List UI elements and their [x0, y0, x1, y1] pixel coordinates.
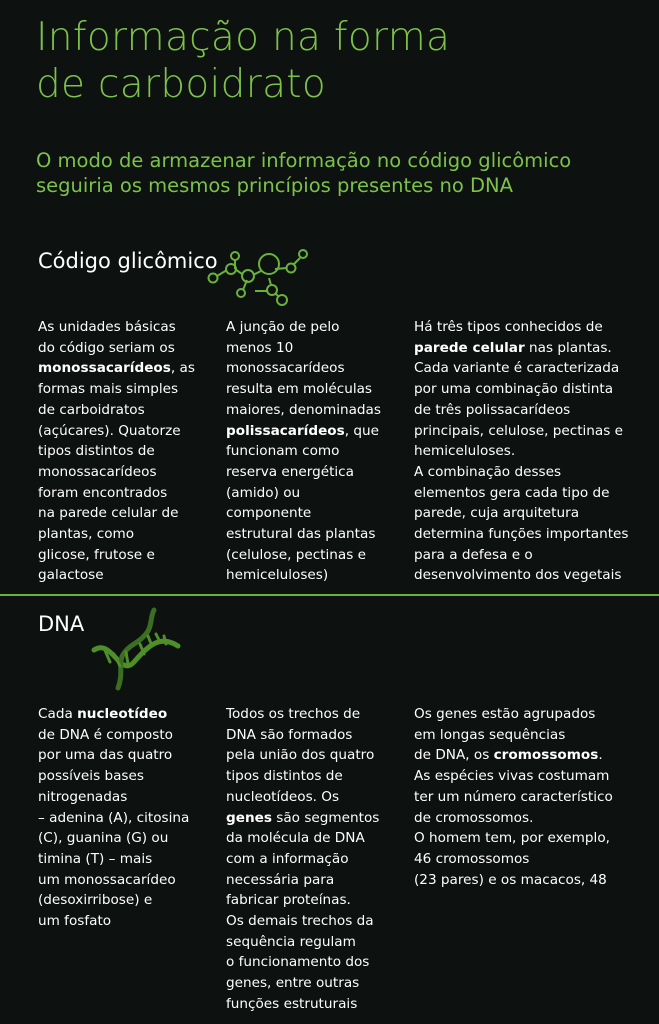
text-line: o funcionamento dos — [226, 954, 370, 971]
text-line: de cromossomos. — [414, 809, 534, 826]
text-line: Há três tipos conhecidos de — [414, 319, 603, 335]
subtitle — [36, 148, 636, 198]
subtitle-line-2: seguiria os mesmos princípios presentes no DNA — [36, 174, 513, 197]
text-line: funcionam como — [226, 443, 340, 460]
text-line: um monossacarídeo — [38, 871, 176, 888]
text-line: em longas sequências — [414, 726, 566, 743]
bold-term: nucleotídeo — [77, 706, 168, 722]
text-line: (C), guanina (G) ou — [38, 830, 169, 847]
text-line: de DNA é composto — [38, 726, 173, 743]
text-line: necessária para — [226, 871, 335, 888]
text-line: As unidades básicas — [38, 319, 176, 335]
glycomic-column-1 — [38, 317, 218, 586]
text-line: As espécies vivas costumam — [414, 768, 610, 785]
section-title-glycomic-code: Código glicômico — [38, 249, 218, 273]
text-line: Os genes estão agrupados — [414, 706, 596, 722]
text-line: (desoxirribose) e — [38, 892, 153, 909]
bold-term: monossacarídeos — [38, 360, 171, 377]
text-line: A junção de pelo — [226, 319, 340, 335]
text-line: Cada variante é caracterizada — [414, 360, 620, 377]
text-line: pela união dos quatro — [226, 747, 375, 764]
text-line: parede celular nas plantas. — [414, 339, 612, 356]
text-line: Todos os trechos de — [226, 706, 361, 722]
text-line: nitrogenadas — [38, 788, 128, 805]
text-line: tipos distintos de — [226, 768, 343, 785]
text-line: fabricar proteínas. — [226, 892, 351, 909]
text-line: com a informação — [226, 850, 349, 867]
text-line: monossacarídeos, as — [38, 360, 195, 377]
bold-term: parede celular — [414, 339, 525, 356]
bold-term: polissacarídeos — [226, 422, 345, 439]
text-line: possíveis bases — [38, 768, 144, 785]
text-line: galactose — [38, 567, 104, 584]
text-line: funções estruturais — [226, 995, 358, 1012]
text-line: parede, cuja arquitetura — [414, 505, 580, 522]
title-line-2: de carboidrato — [36, 62, 327, 107]
text-line: menos 10 — [226, 339, 294, 356]
text-line: ter um número característico — [414, 788, 613, 805]
text-line: polissacarídeos, que — [226, 422, 379, 439]
text-line: um fosfato — [38, 913, 112, 930]
text-line: sequência regulam — [226, 933, 356, 950]
section-divider — [0, 594, 659, 596]
text-line: do código seriam os — [38, 339, 175, 356]
text-line: de carboidratos — [38, 401, 145, 418]
text-line: de DNA, os cromossomos. — [414, 747, 603, 764]
text-line: elementos gera cada tipo de — [414, 484, 610, 501]
page-title — [36, 14, 450, 108]
text-line: Os demais trechos da — [226, 913, 374, 930]
text-line: A combinação desses — [414, 463, 562, 480]
text-line: para a defesa e o — [414, 546, 533, 563]
text-line: desenvolvimento dos vegetais — [414, 567, 622, 584]
subtitle-line-1: O modo de armazenar informação no código glicômico — [36, 149, 572, 172]
dna-column-3 — [414, 704, 654, 890]
text-line: (amido) ou — [226, 484, 301, 501]
text-line: formas mais simples — [38, 381, 179, 398]
text-line: tipos distintos de — [38, 443, 155, 460]
text-line: monossacarídeos — [226, 360, 345, 377]
text-line: plantas, como — [38, 526, 135, 543]
glycomic-column-3 — [414, 317, 654, 586]
title-line-1: Informação na forma — [36, 15, 451, 60]
section-title-dna: DNA — [38, 612, 85, 636]
text-line: por uma combinação distinta — [414, 381, 614, 398]
dna-helix-icon — [90, 604, 182, 694]
text-line: 46 cromossomos — [414, 850, 530, 867]
text-line: de três polissacarídeos — [414, 401, 571, 418]
text-line: O homem tem, por exemplo, — [414, 830, 610, 847]
text-line: componente — [226, 505, 312, 522]
text-line: glicose, frutose e — [38, 546, 155, 563]
text-line: hemiceluloses) — [226, 567, 329, 584]
text-line: Cada nucleotídeo — [38, 706, 168, 722]
dna-column-2 — [226, 704, 406, 1015]
text-line: genes, entre outras — [226, 975, 360, 992]
text-line: monossacarídeos — [38, 463, 157, 480]
text-line: – adenina (A), citosina — [38, 809, 190, 826]
text-line: da molécula de DNA — [226, 830, 365, 847]
glycomic-column-2 — [226, 317, 406, 586]
dna-column-1 — [38, 704, 218, 932]
text-line: timina (T) – mais — [38, 850, 153, 867]
bold-term: genes — [226, 809, 272, 826]
text-line: nucleotídeos. Os — [226, 788, 340, 805]
text-line: foram encontrados — [38, 484, 168, 501]
molecule-icon — [205, 246, 315, 310]
text-line: na parede celular de — [38, 505, 179, 522]
text-line: hemiceluloses. — [414, 443, 516, 460]
text-line: resulta em moléculas — [226, 381, 373, 398]
text-line: (açúcares). Quatorze — [38, 422, 181, 439]
text-line: reserva energética — [226, 463, 354, 480]
text-line: maiores, denominadas — [226, 401, 381, 418]
text-line: por uma das quatro — [38, 747, 173, 764]
text-line: DNA são formados — [226, 726, 353, 743]
text-line: estrutural das plantas — [226, 526, 376, 543]
text-line: genes são segmentos — [226, 809, 380, 826]
text-line: (23 pares) e os macacos, 48 — [414, 871, 607, 888]
text-line: principais, celulose, pectinas e — [414, 422, 624, 439]
bold-term: cromossomos — [493, 747, 599, 764]
text-line: determina funções importantes — [414, 526, 629, 543]
text-line: (celulose, pectinas e — [226, 546, 366, 563]
